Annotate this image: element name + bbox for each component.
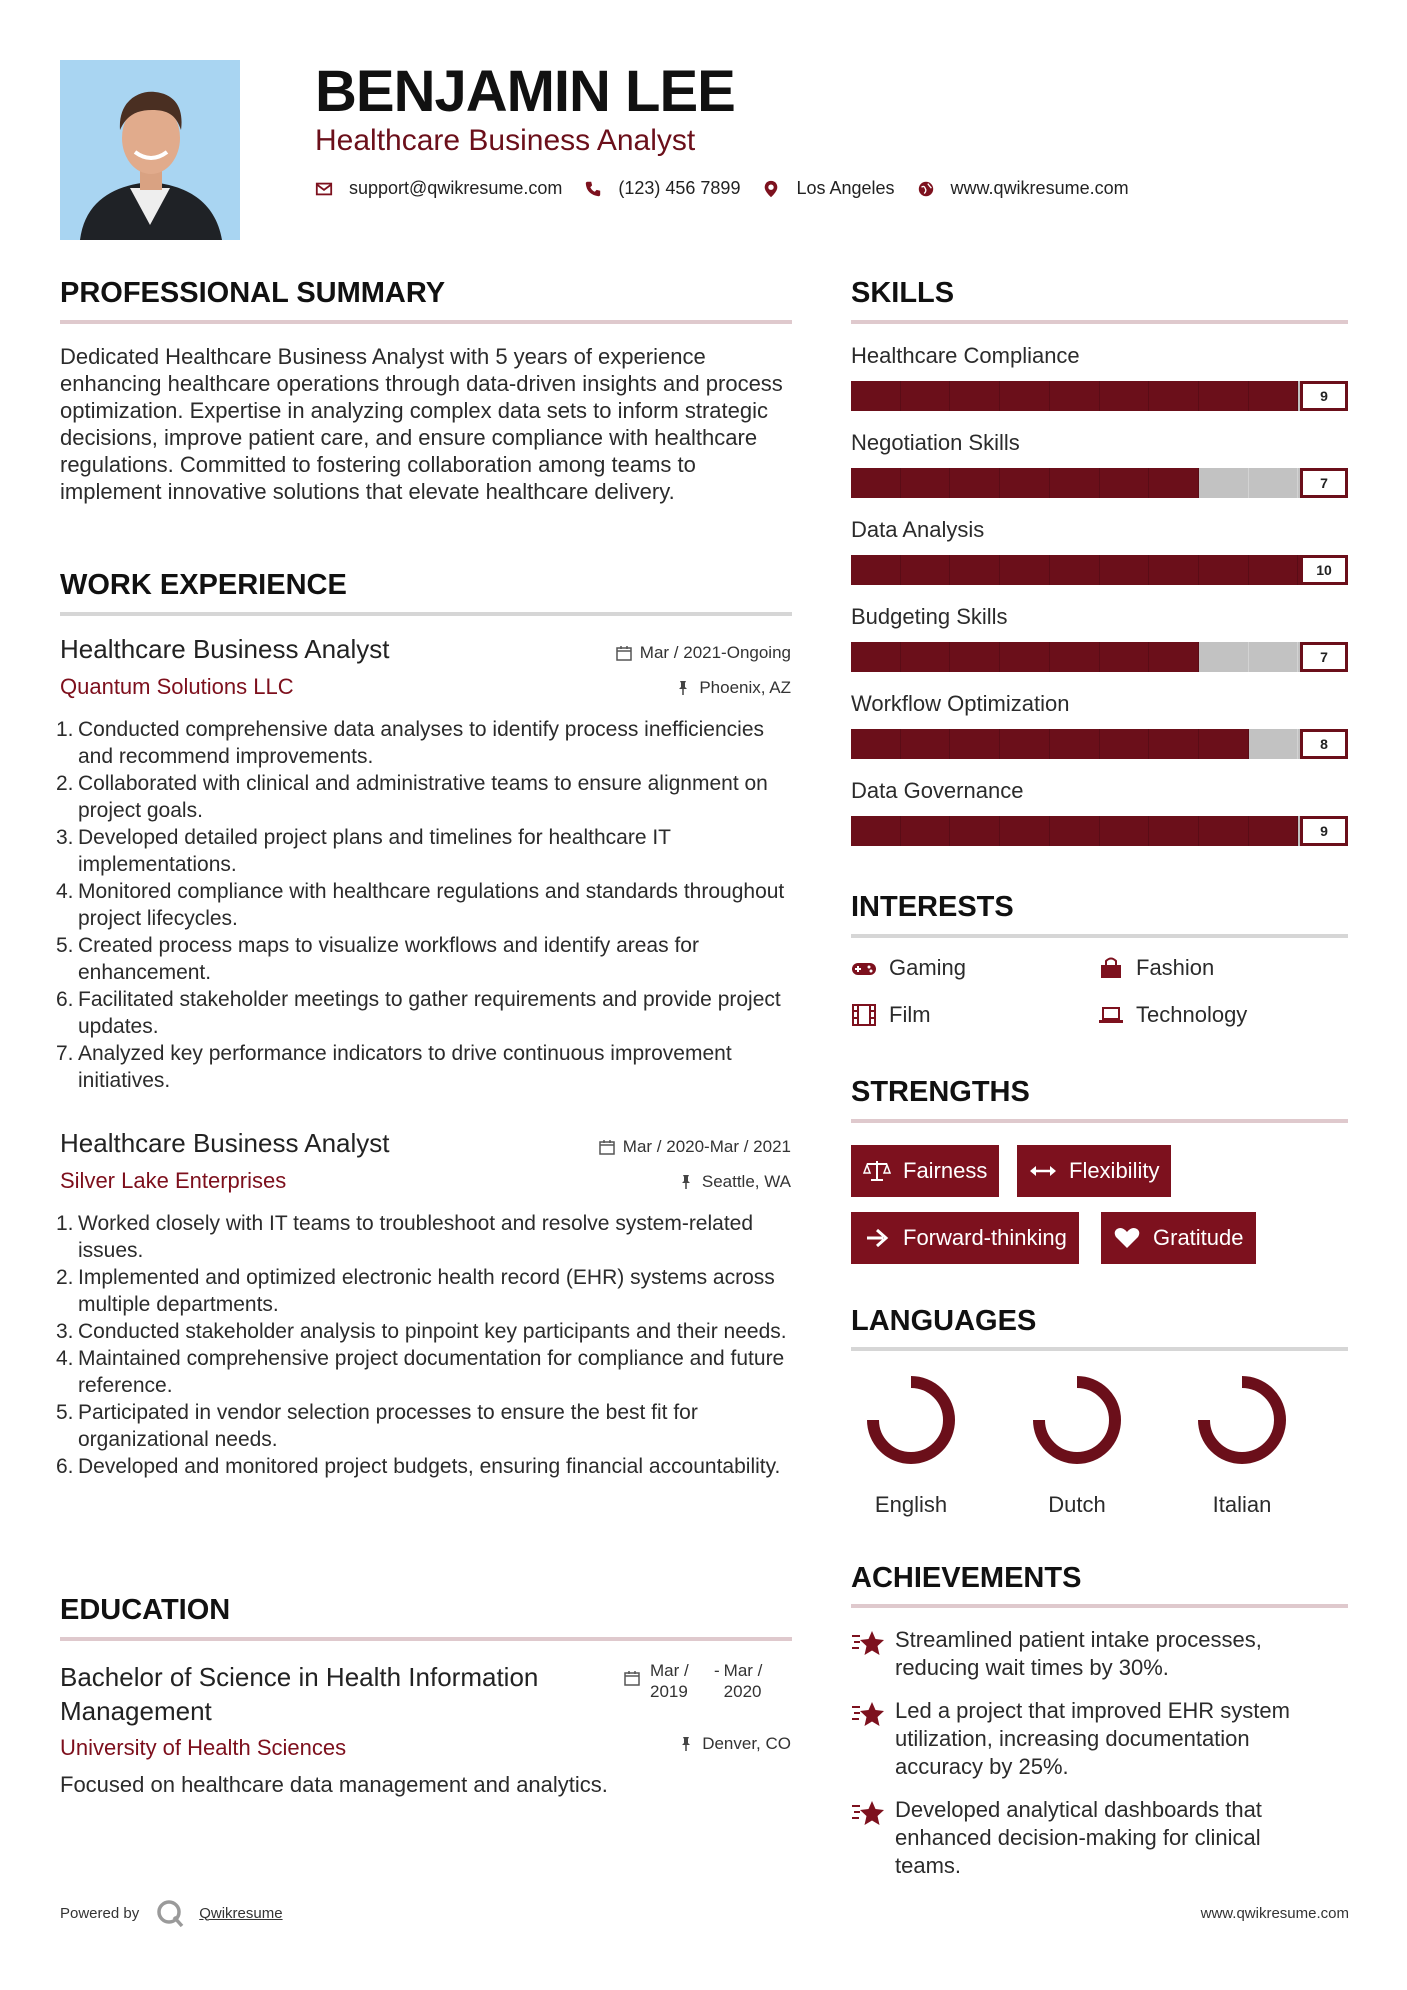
skill-bar-segment <box>1249 468 1299 498</box>
skill-bar-segment <box>1000 555 1050 585</box>
arrows-horizontal-icon <box>1029 1159 1057 1183</box>
gamepad-icon <box>851 957 877 979</box>
laptop-icon <box>1098 1004 1124 1026</box>
skill-bar-segment <box>1100 468 1150 498</box>
skill-bar-segment <box>1000 642 1050 672</box>
strengths-divider <box>851 1119 1348 1123</box>
list-item: 4. Maintained comprehensive project documentation for compliance and future reference. <box>56 1347 785 1397</box>
skill-bar-segment <box>1199 468 1249 498</box>
list-item: 1. Worked closely with IT teams to troubleshoot and resolve system-related issues. <box>56 1212 754 1262</box>
list-item: 5. Participated in vendor selection processes to ensure the best fit for organizational needs. <box>56 1401 698 1451</box>
language-label: English <box>874 1492 948 1517</box>
education-divider <box>60 1637 792 1641</box>
skill-bar-segment <box>1050 816 1100 846</box>
school-name: University of Health Sciences <box>60 1735 347 1760</box>
qwikresume-logo-icon <box>155 1898 185 1928</box>
skill-level-badge: 7 <box>1300 642 1348 672</box>
skill-bar-segment <box>1050 642 1100 672</box>
strength-badge: Gratitude <box>1101 1212 1256 1264</box>
list-item: 2. Collaborated with clinical and administrative teams to ensure alignment on project goals. <box>56 772 768 822</box>
skill-bar-segment <box>901 642 951 672</box>
skill-bar-segment <box>851 642 901 672</box>
skill-bar-segment <box>1149 642 1199 672</box>
skill-label: Negotiation Skills <box>851 430 1020 455</box>
interest-film: Film <box>851 1002 931 1028</box>
globe-icon <box>917 180 935 198</box>
list-item: 1. Conducted comprehensive data analyses to identify process inefficiencies and recommend improvements. <box>56 718 765 768</box>
skill-level-badge: 9 <box>1300 816 1348 846</box>
strength-badge: Forward-thinking <box>851 1212 1079 1264</box>
skill-bar-segment <box>950 555 1000 585</box>
skill-bar-segment <box>901 729 951 759</box>
skill-level-badge: 10 <box>1300 555 1348 585</box>
skill-bar-segment <box>1050 381 1100 411</box>
calendar-icon <box>624 1670 640 1686</box>
skill-bar-segment <box>901 468 951 498</box>
education-dates: Mar / 2019 - Mar / 2020 <box>624 1660 784 1702</box>
skill-bar <box>851 729 1348 759</box>
summary-text: Dedicated Healthcare Business Analyst with 5 years of experience enhancing healthcare operations through data-driven insights and process optimization. Expertise in analyzing complex data sets to inform strategic decisions, improve patient care, and ensure compliance with healthcare regulations. Committed to fostering collaboration among teams to implement innovative solutions that elevate healthcare delivery. <box>60 344 783 504</box>
achievements-heading: ACHIEVEMENTS <box>851 1562 1082 1594</box>
skill-bar-segment <box>1249 729 1299 759</box>
pushpin-icon <box>675 680 691 696</box>
skill-bar-segment <box>1149 468 1199 498</box>
skill-label: Healthcare Compliance <box>851 343 1080 368</box>
job-title: Healthcare Business Analyst <box>60 634 390 664</box>
list-item: 6. Facilitated stakeholder meetings to gather requirements and provide project updates. <box>56 988 781 1038</box>
skill-bar-segment <box>901 816 951 846</box>
job-dates: Mar / 2020-Mar / 2021 <box>599 1137 791 1157</box>
experience-divider <box>60 612 792 616</box>
skill-bar-segment <box>1149 816 1199 846</box>
skill-bar-segment <box>1249 642 1299 672</box>
skill-bar-segment <box>1000 468 1050 498</box>
film-icon <box>851 1004 877 1026</box>
job-title: Healthcare Business Analyst <box>60 1128 390 1158</box>
skill-bar-segment <box>901 381 951 411</box>
profile-photo <box>60 60 240 240</box>
strength-badge: Fairness <box>851 1145 999 1197</box>
list-item: 6. Developed and monitored project budgets, ensuring financial accountability. <box>56 1455 781 1478</box>
language-label: Italian <box>1212 1492 1272 1517</box>
skill-label: Data Analysis <box>851 517 985 542</box>
skill-bar <box>851 642 1348 672</box>
skill-bar-segment <box>950 642 1000 672</box>
skill-bar-segment <box>851 555 901 585</box>
language-level-ring <box>1027 1370 1127 1470</box>
skill-bar-segment <box>950 729 1000 759</box>
contact-bar <box>315 178 1151 199</box>
skill-bar-segment <box>1100 642 1150 672</box>
skill-bar-segment <box>851 381 901 411</box>
contact-location: Los Angeles <box>762 178 894 199</box>
education-heading: EDUCATION <box>60 1594 231 1626</box>
language-item <box>1172 1370 1312 1518</box>
star-icon <box>851 1628 885 1658</box>
interest-technology: Technology <box>1098 1002 1247 1028</box>
skill-bar-segment <box>1050 555 1100 585</box>
interest-gaming: Gaming <box>851 955 966 981</box>
skill-bar-segment <box>1249 381 1299 411</box>
interests-divider <box>851 934 1348 938</box>
contact-email[interactable]: support@qwikresume.com <box>315 178 562 199</box>
degree-title: Bachelor of Science in Health Information Management <box>60 1662 539 1726</box>
contact-website[interactable]: www.qwikresume.com <box>917 178 1129 199</box>
skill-bar <box>851 468 1348 498</box>
skill-bar-segment <box>950 381 1000 411</box>
strengths-heading: STRENGTHS <box>851 1076 1030 1108</box>
experience-heading: WORK EXPERIENCE <box>60 569 347 601</box>
skill-bar-segment <box>901 555 951 585</box>
achievement-item: Led a project that improved EHR system utilization, increasing documentation accuracy by 25%. <box>851 1697 1331 1781</box>
skill-bar-segment <box>950 816 1000 846</box>
skill-bar-segment <box>1199 816 1249 846</box>
job-bullets <box>56 716 796 1094</box>
skill-bar <box>851 381 1348 411</box>
skill-bar-segment <box>1000 816 1050 846</box>
skill-bar-segment <box>851 729 901 759</box>
skill-bar-segment <box>1050 729 1100 759</box>
candidate-title: Healthcare Business Analyst <box>315 124 696 157</box>
interests-heading: INTERESTS <box>851 891 1014 923</box>
skill-bar-segment <box>1100 381 1150 411</box>
skill-bar-segment <box>851 816 901 846</box>
arrow-right-icon <box>863 1226 891 1250</box>
brand-link[interactable]: Qwikresume <box>199 1904 283 1922</box>
envelope-icon <box>315 180 333 198</box>
skill-bar-segment <box>1100 555 1150 585</box>
skill-bar-segment <box>1100 729 1150 759</box>
skill-bar-segment <box>1199 555 1249 585</box>
balance-scale-icon <box>863 1159 891 1183</box>
interest-fashion: Fashion <box>1098 955 1214 981</box>
education-location: Denver, CO <box>678 1734 791 1754</box>
skill-bar-segment <box>1149 555 1199 585</box>
skill-bar-segment <box>1000 729 1050 759</box>
language-item <box>1007 1370 1147 1518</box>
language-label: Dutch <box>1048 1492 1106 1517</box>
calendar-icon <box>616 645 632 661</box>
skill-bar <box>851 555 1348 585</box>
job-dates: Mar / 2021-Ongoing <box>616 643 791 663</box>
skill-bar-segment <box>1199 381 1249 411</box>
skill-label: Workflow Optimization <box>851 691 1070 716</box>
list-item: 4. Monitored compliance with healthcare regulations and standards throughout project lifecycles. <box>56 880 785 930</box>
calendar-icon <box>599 1139 615 1155</box>
skill-bar-segment <box>1249 816 1299 846</box>
skill-bar-segment <box>1199 642 1249 672</box>
skill-level-badge: 9 <box>1300 381 1348 411</box>
phone-icon <box>584 180 602 198</box>
pushpin-icon <box>678 1736 694 1752</box>
skill-bar-segment <box>950 468 1000 498</box>
list-item: 3. Conducted stakeholder analysis to pinpoint key participants and their needs. <box>56 1320 787 1343</box>
skill-bar-segment <box>1149 381 1199 411</box>
achievements-divider <box>851 1604 1348 1608</box>
skill-label: Budgeting Skills <box>851 604 1008 629</box>
languages-heading: LANGUAGES <box>851 1305 1037 1337</box>
skill-bar-segment <box>851 468 901 498</box>
footer-powered-by: Powered by Qwikresume <box>60 1898 283 1928</box>
heart-icon <box>1113 1226 1141 1250</box>
job-bullets <box>56 1210 796 1480</box>
contact-phone[interactable]: (123) 456 7899 <box>584 178 740 199</box>
language-level-ring <box>1192 1370 1292 1470</box>
achievement-item: Developed analytical dashboards that enhanced decision-making for clinical teams. <box>851 1796 1331 1880</box>
skills-divider <box>851 320 1348 324</box>
company-name: Quantum Solutions LLC <box>60 674 294 699</box>
map-marker-icon <box>762 180 780 198</box>
company-name: Silver Lake Enterprises <box>60 1168 287 1193</box>
language-item <box>841 1370 981 1518</box>
skill-level-badge: 8 <box>1300 729 1348 759</box>
skill-bar-segment <box>1149 729 1199 759</box>
footer-url[interactable]: www.qwikresume.com <box>1200 1905 1349 1922</box>
education-description: Focused on healthcare data management and analytics. <box>60 1772 608 1797</box>
skill-bar <box>851 816 1348 846</box>
list-item: 2. Implemented and optimized electronic health record (EHR) systems across multiple departments. <box>56 1266 775 1316</box>
skill-level-badge: 7 <box>1300 468 1348 498</box>
list-item: 3. Developed detailed project plans and timelines for healthcare IT implementations. <box>56 826 671 876</box>
shopping-bag-icon <box>1098 957 1124 979</box>
summary-divider <box>60 320 792 324</box>
skill-bar-segment <box>1000 381 1050 411</box>
languages-divider <box>851 1347 1348 1351</box>
skill-bar-segment <box>1249 555 1299 585</box>
star-icon <box>851 1798 885 1828</box>
achievement-item: Streamlined patient intake processes, reducing wait times by 30%. <box>851 1626 1331 1682</box>
language-level-ring <box>861 1370 961 1470</box>
job-location: Phoenix, AZ <box>675 678 791 698</box>
candidate-name: BENJAMIN LEE <box>315 59 735 124</box>
job-location: Seattle, WA <box>678 1172 791 1192</box>
skill-label: Data Governance <box>851 778 1024 803</box>
skills-heading: SKILLS <box>851 277 955 309</box>
list-item: 5. Created process maps to visualize workflows and identify areas for enhancement. <box>56 934 699 984</box>
strength-badge: Flexibility <box>1017 1145 1171 1197</box>
skill-bar-segment <box>1199 729 1249 759</box>
summary-heading: PROFESSIONAL SUMMARY <box>60 277 446 309</box>
list-item: 7. Analyzed key performance indicators to drive continuous improvement initiatives. <box>56 1042 732 1092</box>
skill-bar-segment <box>1050 468 1100 498</box>
skill-bar-segment <box>1100 816 1150 846</box>
star-icon <box>851 1699 885 1729</box>
pushpin-icon <box>678 1174 694 1190</box>
